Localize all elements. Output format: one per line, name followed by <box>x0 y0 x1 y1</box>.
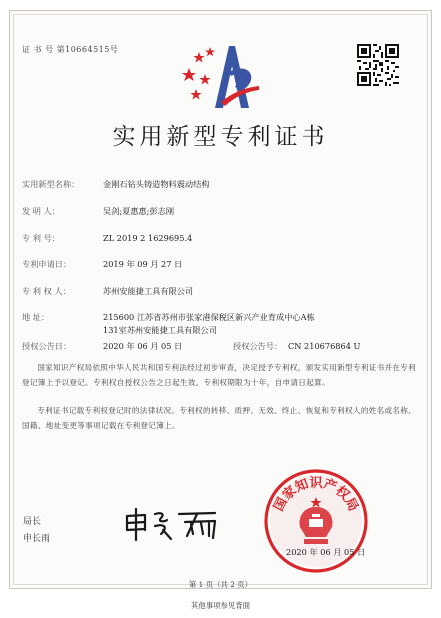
official-seal-icon <box>262 467 370 575</box>
field-label-name: 实用新型名称： <box>22 179 80 189</box>
field-value-filing-date: 2019 年 09 月 27 日 <box>103 259 183 269</box>
footer-note: 其他事项参见背面 <box>190 601 251 610</box>
field-value-address-line2: 131室苏州安能捷工具有限公司 <box>103 325 217 335</box>
field-label-patent-no: 专 利 号： <box>22 233 60 243</box>
field-value-grant-date: 2020 年 06 月 05 日 <box>103 341 183 351</box>
field-label-grant-number: 授权公告号： <box>233 341 283 351</box>
field-label-patentee: 专 利 权 人： <box>22 286 71 296</box>
field-label-inventor: 发 明 人： <box>22 206 60 216</box>
director-title: 局长 <box>23 517 42 527</box>
field-value-grant-number: CN 210676864 U <box>288 341 361 351</box>
field-label-grant-date: 授权公告日： <box>22 341 72 351</box>
director-signature-icon <box>121 506 221 542</box>
paragraph-legal-status: 专利证书记载专利权登记时的法律状况。专利权的转移、质押、无效、终止、恢复和专利权人的姓名或名称、国籍、地址变更等事项记载在专利登记簿上。 <box>22 406 417 430</box>
field-label-filing-date: 专利申请日： <box>22 259 72 269</box>
field-label-address: 地 址： <box>22 312 50 322</box>
field-value-inventor: 吴剑;夏惠惠;彭志刚 <box>103 206 175 216</box>
page-indicator: 第 1 页（共 2 页） <box>188 580 253 589</box>
certificate-number: 证 书 号 第10664515号 <box>22 45 119 54</box>
issue-date: 2020 年 06 月 05 日 <box>286 547 366 557</box>
certificate-title: 实用新型专利证书 <box>112 124 329 150</box>
field-value-address: 215600 江苏省苏州市张家港保税区新兴产业育成中心A栋 <box>103 312 315 322</box>
field-value-patent-no: ZL 2019 2 1629695.4 <box>103 233 193 243</box>
seal-text: 国家知识产权局 <box>271 476 361 514</box>
cnipa-logo-icon <box>181 42 263 112</box>
field-value-patentee: 苏州安能捷工具有限公司 <box>103 286 194 296</box>
paragraph-grant-statement: 国家知识产权局依照中华人民共和国专利法经过初步审查，决定授予专利权，颁发实用新型专利证书并在专利登记簿上予以登记。专利权自授权公告之日起生效。专利权期限为十年，自申请日起算。 <box>22 363 417 387</box>
director-name: 申长雨 <box>23 534 51 544</box>
qr-code-icon <box>357 44 399 86</box>
field-value-name: 金刚石钻头铸造物料震动结构 <box>103 179 210 189</box>
